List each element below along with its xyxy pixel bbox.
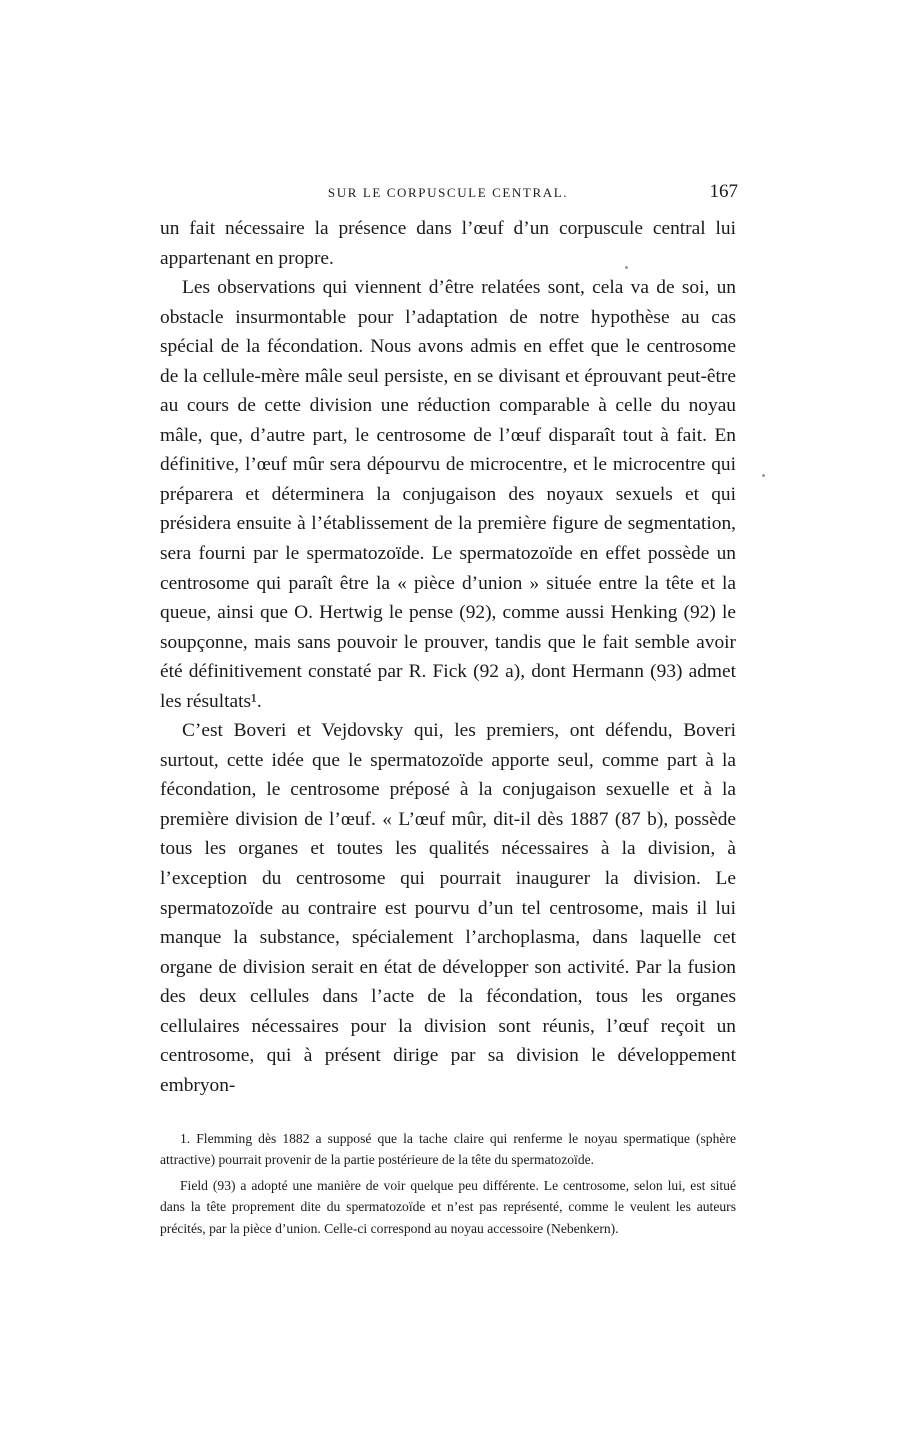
- footnote: 1. Flemming dès 1882 a supposé que la tache claire qui renferme le noyau spermatique (sphère attractive) pourrait provenir de la partie postérieure de la tête du spermatozoïde.: [160, 1131, 736, 1168]
- paragraph: un fait nécessaire la présence dans l’œuf d’un corpuscule central lui appartenant en propre.: [160, 218, 736, 269]
- paragraph: C’est Boveri et Vejdovsky qui, les premiers, ont défendu, Boveri surtout, cette idée que le spermatozoïde apporte seul, comme part à la fécondation, le centrosome préposé à la conjugaison sexuelle et à la première division de l’œuf. « L’œuf mûr, dit-il dès 1887 (87 b), possède tous les organes et toutes les qualités nécessaires à la division, à l’exception du centrosome qui pourrait inaugurer la division. Le spermatozoïde au contraire est pourvu d’un tel centrosome, mais il lui manque la substance, spécialement l’archoplasma, dans laquelle cet organe de division serait en état de développer son activité. Par la fusion des deux cellules dans l’acte de la fécondation, tous les organes cellulaires nécessaires pour la division sont réunis, l’œuf reçoit un centrosome, qui à présent dirige par sa division le développement embryon-: [160, 720, 736, 1096]
- running-head: SUR LE CORPUSCULE CENTRAL.: [327, 185, 569, 200]
- scan-speck: [762, 474, 765, 477]
- paragraph: Les observations qui viennent d’être relatées sont, cela va de soi, un obstacle insurmontable pour l’adaptation de notre hypothèse au cas spécial de la fécondation. Nous avons admis en effet que le centrosome de la cellule-mère mâle seul persiste, en se divisant et éprouvant peut-être au cours de cette division une réduction comparable à celle du noyau mâle, que, d’autre part, le centrosome de l’œuf disparaît tout à fait. En définitive, l’œuf mûr sera dépourvu de microcentre, et le microcentre qui préparera et déterminera la conjugaison des noyaux sexuels et qui présidera ensuite à l’établissement de la première figure de segmentation, sera fourni par le spermatozoïde. Le spermatozoïde en effet possède un centrosome qui paraît être la « pièce d’union » située entre la tête et la queue, ainsi que O. Hertwig le pense (92), comme aussi Henking (92) le soupçonne, mais sans pouvoir le prouver, tandis que le fait semble avoir été définitivement constaté par R. Fick (92 a), dont Hermann (93) admet les résultats¹.: [160, 277, 736, 712]
- page-header: [160, 181, 736, 207]
- body-text: [160, 214, 736, 1100]
- page-number: 167: [709, 181, 738, 202]
- footnote: Field (93) a adopté une manière de voir quelque peu différente. Le centrosome, selon lui, est situé dans la tête proprement dite du spermatozoïde et n’est pas représenté, comme le veulent les auteurs précités, par la pièce d’union. Celle-ci correspond au noyau accessoire (Nebenkern).: [160, 1177, 736, 1236]
- footnotes: [160, 1128, 736, 1239]
- scan-speck: [625, 266, 628, 269]
